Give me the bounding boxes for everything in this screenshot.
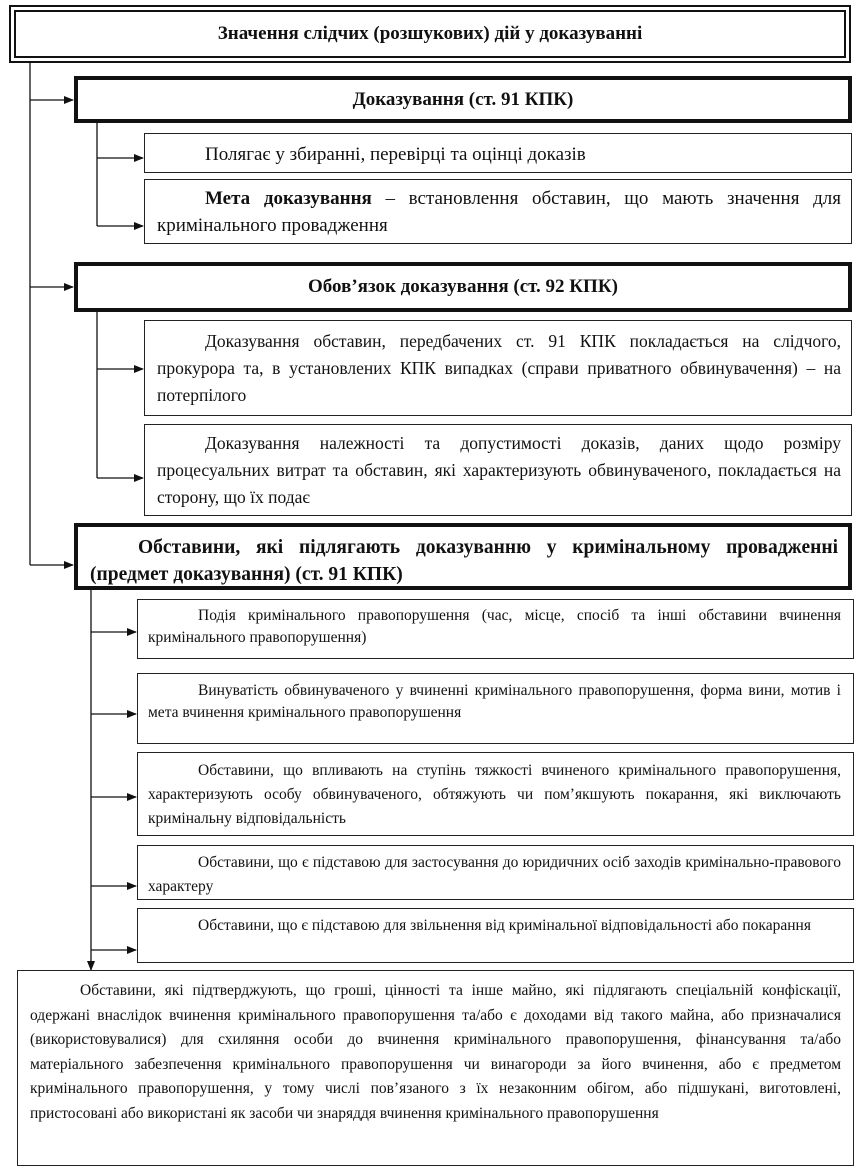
section3-item2: Винуватість обвинуваченого у вчиненні кримінального правопорушення, форма вини, мотив і мета вчинення кримінального правопорушення	[137, 673, 854, 744]
section1-item2-rest: – встановлення обставин, що мають значення для кримінального провадження	[157, 188, 842, 236]
section3-item1: Подія кримінального правопорушення (час, місце, спосіб та інші обставини вчинення кримінального правопорушення)	[137, 599, 854, 659]
section1-item2	[144, 179, 852, 244]
section3-header: Обставини, які підлягають доказуванню у кримінальному провадженні (предмет доказування) (ст. 91 КПК)	[74, 523, 852, 590]
section2-item1: Доказування обставин, передбачених ст. 91 КПК покладається на слідчого, прокурора та, в установлених КПК випадках (справи приватного обвинувачення) – на потерпілого	[144, 320, 852, 416]
title-box	[9, 5, 851, 63]
section3-item3: Обставини, що впливають на ступінь тяжкості вчиненого кримінального правопорушення, характеризують особу обвинуваченого, обтяжують чи пом’якшують покарання, які виключають кримінальну відповідальність	[137, 752, 854, 836]
section2-header: Обов’язок доказування (ст. 92 КПК)	[74, 262, 852, 312]
section2-item2: Доказування належності та допустимості доказів, даних щодо розміру процесуальних витрат та обставин, які характеризують обвинуваченого, покладається на сторону, що їх подає	[144, 424, 852, 516]
section3-item5: Обставини, що є підставою для звільнення від кримінальної відповідальності або покарання	[137, 908, 854, 963]
section3-item4: Обставини, що є підставою для застосування до юридичних осіб заходів кримінально-правового характеру	[137, 845, 854, 900]
section1-item1: Полягає у збиранні, перевірці та оцінці доказів	[144, 133, 852, 173]
diagram-title: Значення слідчих (розшукових) дій у доказуванні	[14, 10, 846, 58]
section1-header: Доказування (ст. 91 КПК)	[74, 76, 852, 123]
section1-item2-bold: Мета доказування	[205, 188, 372, 209]
section3-final: Обставини, які підтверджують, що гроші, цінності та інше майно, які підлягають спеціальній конфіскації, одержані внаслідок вчинення кримінального правопорушення та/або є доходами від такого майна, або призначалися (використовувалися) для схиляння особи до вчинення кримінального правопорушення, фінансування та/або матеріального забезпечення кримінального правопорушення чи винагороди за його вчинення, або є предметом кримінального правопорушення, у тому числі пов’язаного з їх незаконним обігом, або підшукані, виготовлені, пристосовані або використані як засоби чи знаряддя вчинення кримінального правопорушення	[17, 970, 854, 1166]
